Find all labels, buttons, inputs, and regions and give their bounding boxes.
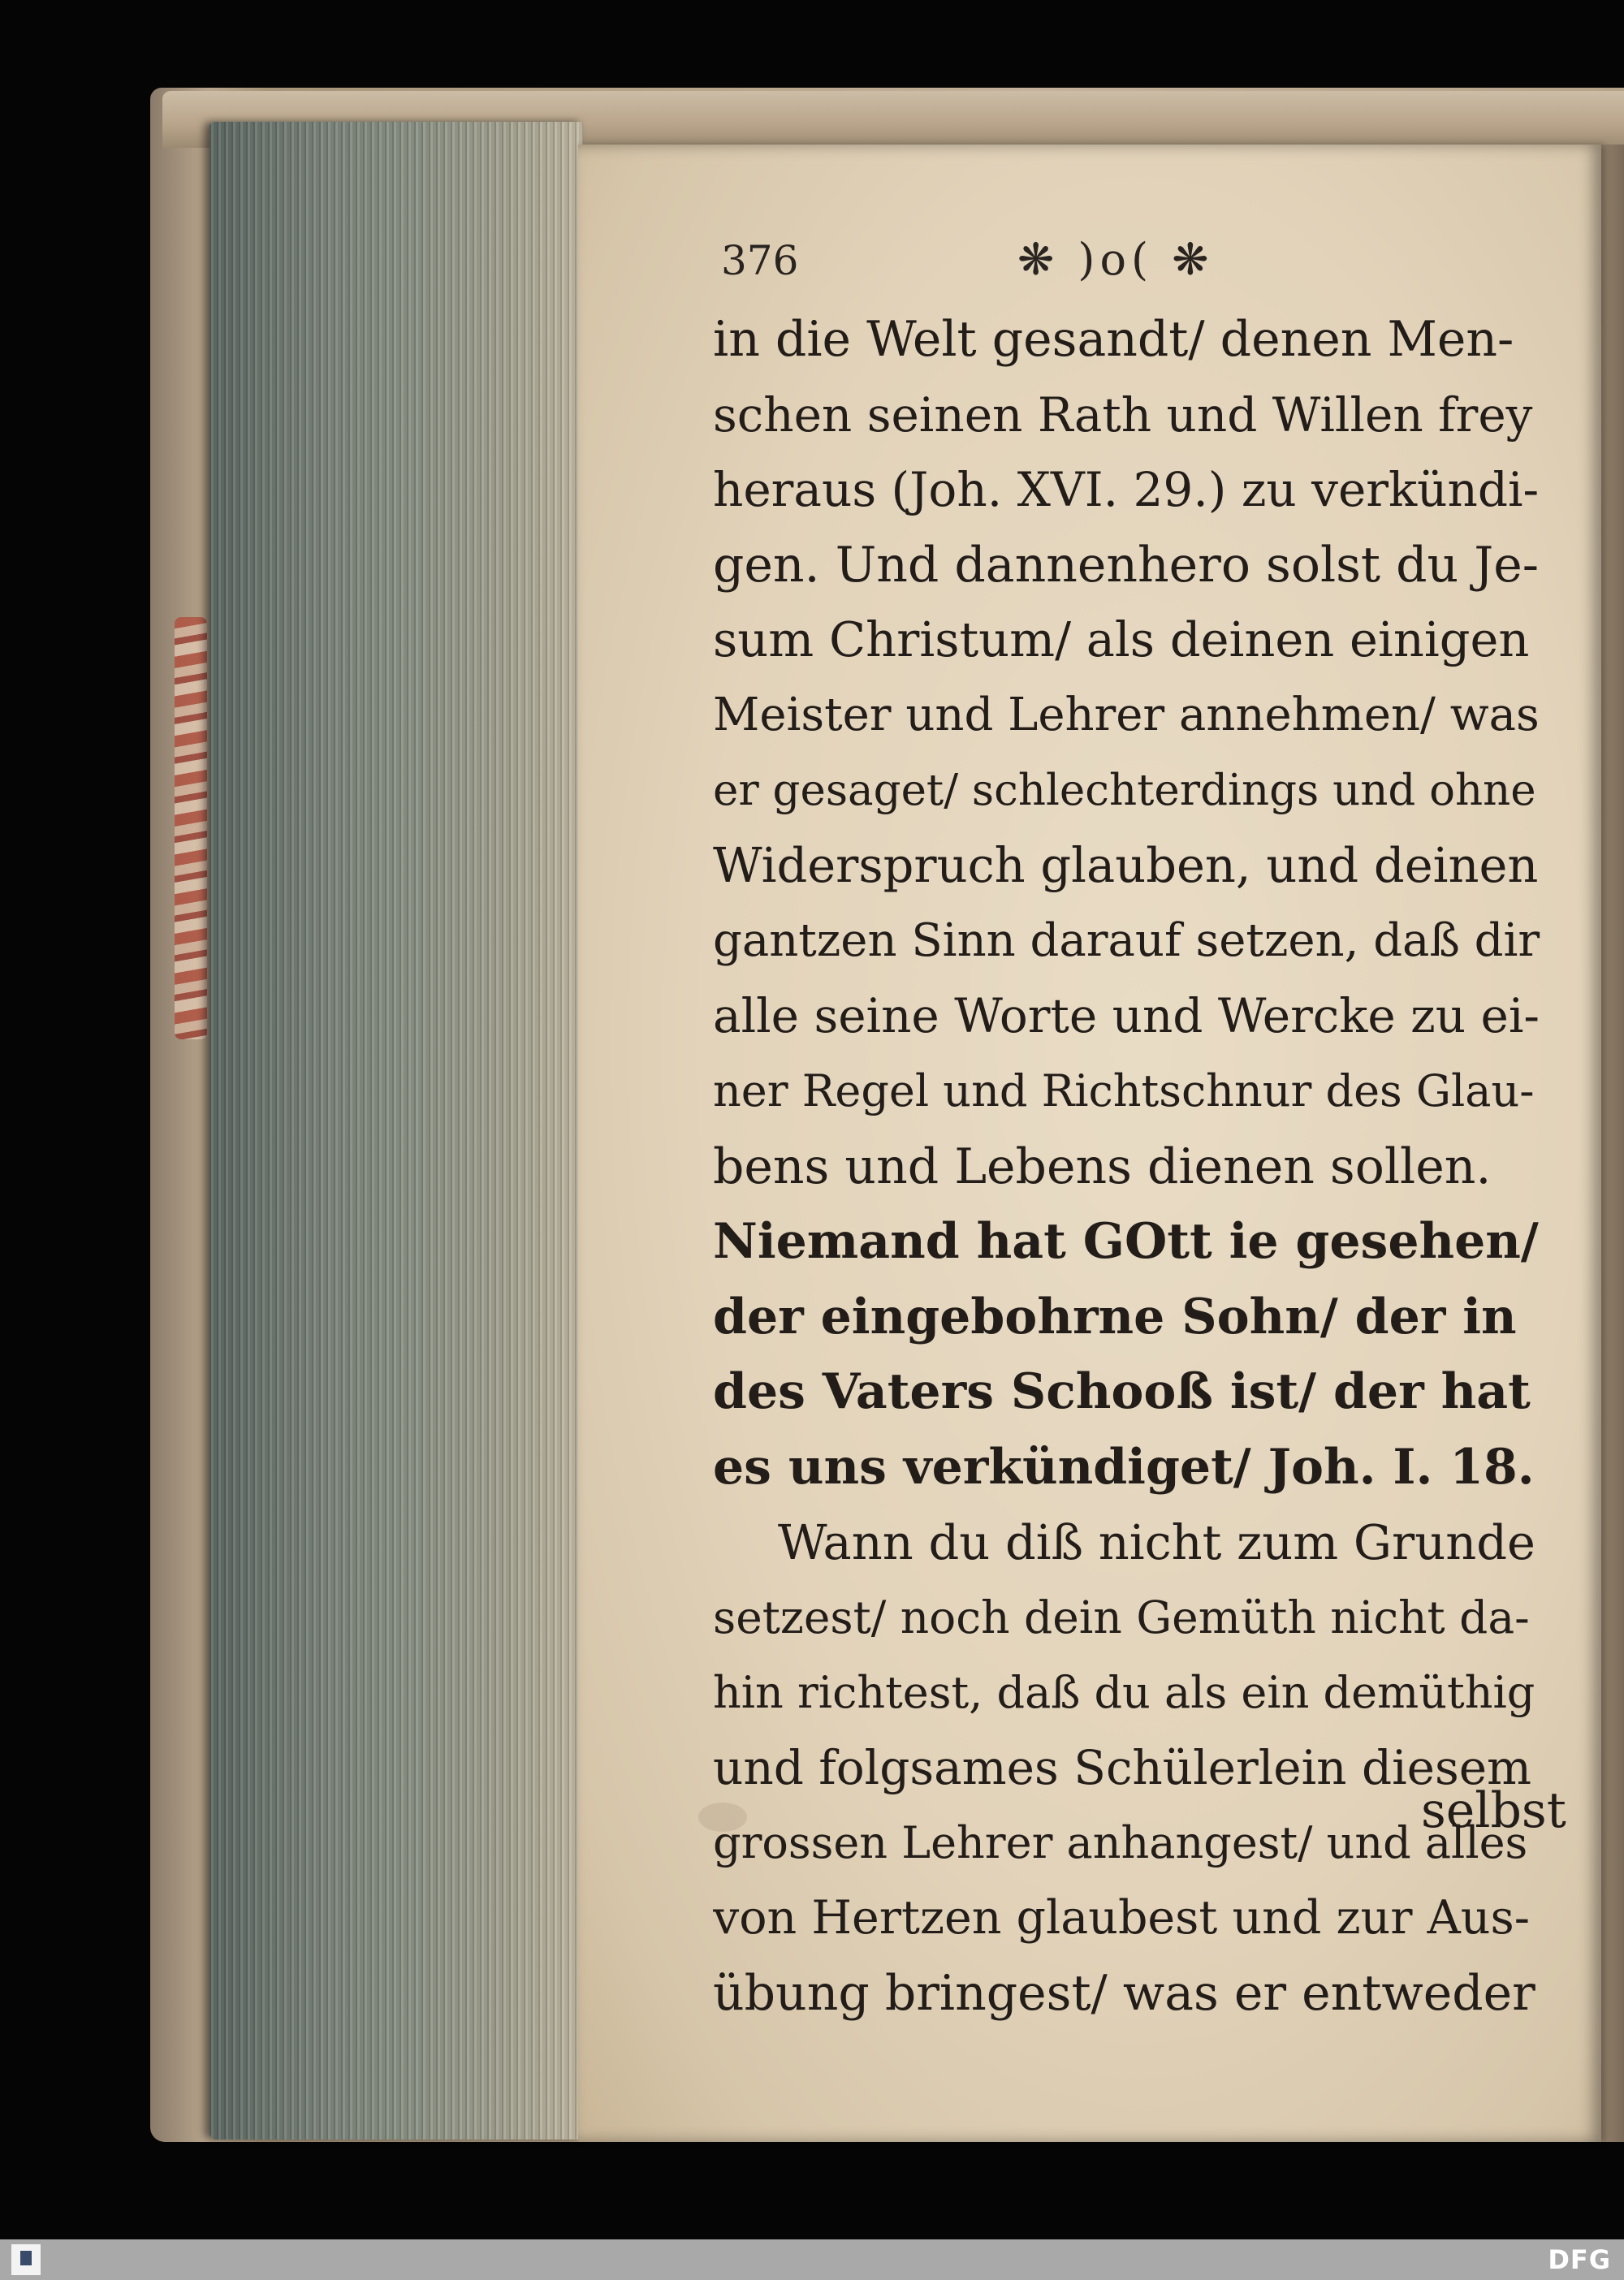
text-line: von Hertzen glaubest und zur Aus- <box>713 1891 1530 1945</box>
text-line: hin richtest, daß du als ein demüthig <box>713 1666 1535 1718</box>
text-line: und folgsames Schülerlein diesem <box>713 1740 1532 1796</box>
page-edges <box>209 122 583 2140</box>
dfg-logo: DFG <box>1548 2244 1611 2275</box>
text-line: gantzen Sinn darauf setzen, daß dir <box>713 913 1540 967</box>
text-line: er gesaget/ schlechterdings und ohne <box>713 765 1536 815</box>
text-line: Widerspruch glauben, und deinen <box>713 837 1539 894</box>
page-stain <box>698 1803 747 1832</box>
text-line: grossen Lehrer anhangest/ und alles <box>713 1816 1528 1868</box>
viewer-footer-bar <box>0 2239 1624 2280</box>
page-number: 376 <box>721 237 799 284</box>
text-line: Niemand hat GOtt ie gesehen/ <box>713 1213 1539 1271</box>
text-line: heraus (Joh. XVI. 29.) zu verkündi- <box>713 462 1540 518</box>
catchword: selbst <box>1421 1782 1566 1839</box>
page-header <box>721 234 1289 291</box>
text-line: setzest/ noch dein Gemüth nicht da- <box>713 1591 1530 1644</box>
body-text <box>713 302 1541 2032</box>
text-line: sum Christum/ als deinen einigen <box>713 611 1530 668</box>
text-line: Wann du diß nicht zum Grunde <box>778 1514 1535 1570</box>
text-line: gen. Und dannenhero solst du Je- <box>713 536 1540 594</box>
header-ornament: ❋ )o( ❋ <box>1017 234 1214 285</box>
text-line: übung bringest/ was er entweder <box>713 1965 1535 2023</box>
text-line: des Vaters Schooß ist/ der hat <box>713 1363 1531 1421</box>
text-line: schen seinen Rath und Willen frey <box>713 386 1533 443</box>
text-line: ner Regel und Richtschnur des Glau- <box>713 1064 1535 1116</box>
text-line: der eingebohrne Sohn/ der in <box>713 1288 1517 1345</box>
library-logo-icon <box>11 2244 41 2275</box>
text-line: bens und Lebens dienen sollen. <box>713 1138 1492 1195</box>
text-line: Meister und Lehrer annehmen/ was <box>713 688 1540 741</box>
text-line: alle seine Worte und Wercke zu ei- <box>713 988 1540 1044</box>
text-line: in die Welt gesandt/ denen Men- <box>713 311 1514 368</box>
marbled-endpaper <box>175 617 207 1039</box>
text-line: es uns verkündiget/ Joh. I. 18. <box>713 1438 1535 1496</box>
